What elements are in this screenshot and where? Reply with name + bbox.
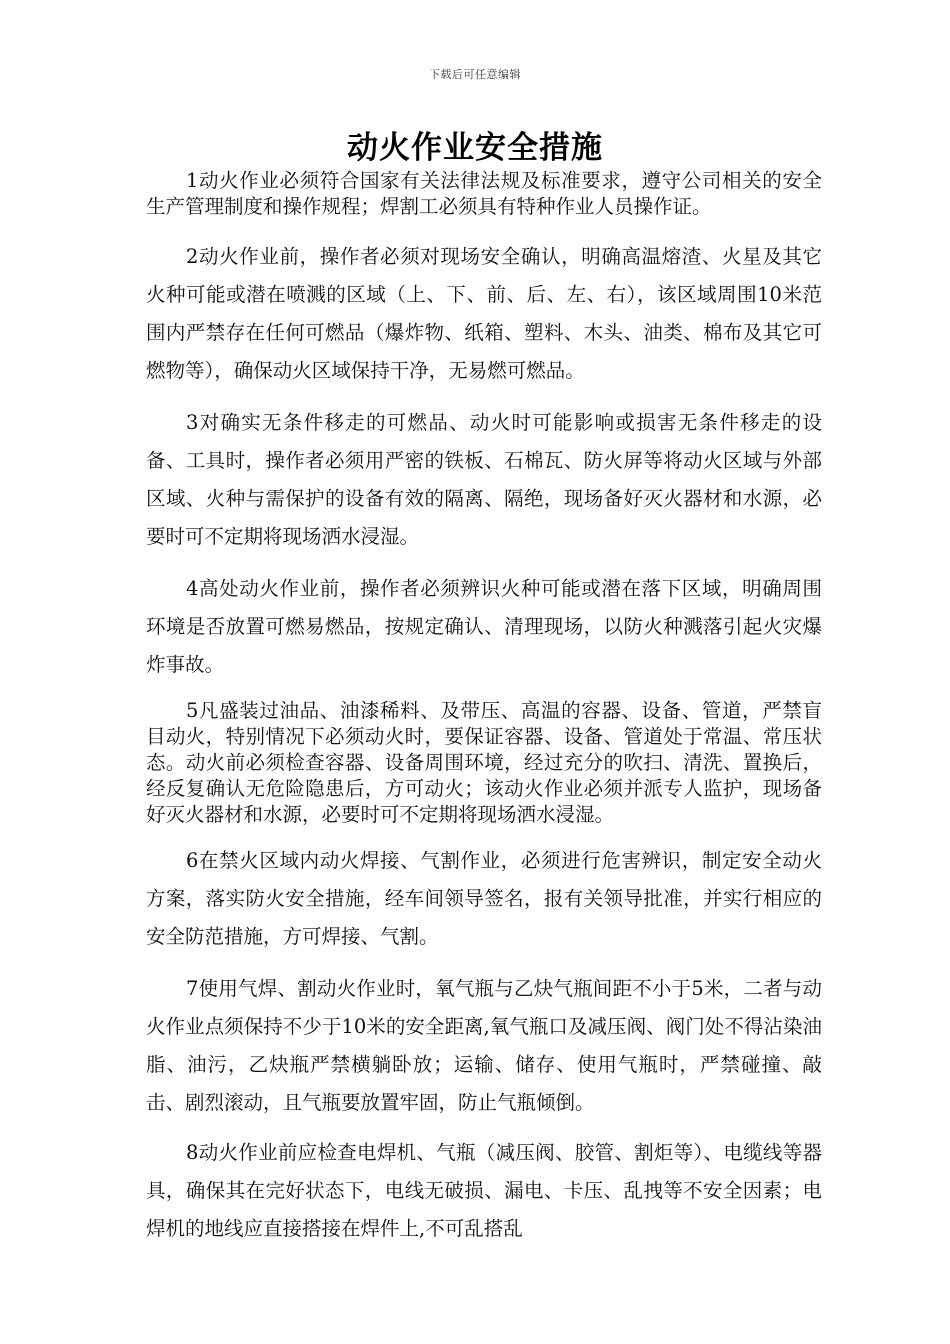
header-note: 下载后可任意编辑 (429, 68, 521, 81)
paragraph-6: 6在禁火区域内动火焊接、气割作业，必须进行危害辨识，制定安全动火方案，落实防火安全措施，经车间领导签名，报有关领导批准，并实行相应的安全防范措施，方可焊接、气割。 (146, 849, 822, 948)
paragraph-5: 5凡盛装过油品、油漆稀料、及带压、高温的容器、设备、管道，严禁盲目动火，特别情况下必须动火时，要保证容器、设备、管道处于常温、常压状态。动火前必须检查容器、设备周围环境，经过充分的吹扫、清洗、置换后，经反复确认无危险隐患后，方可动火；该动火作业必须并派专人监护，现场备好灭火器材和水源，必要时可不定期将现场洒水浸湿。 (146, 699, 822, 826)
paragraph-7: 7使用气焊、割动火作业时，氧气瓶与乙炔气瓶间距不小于5米，二者与动火作业点须保持不少于10米的安全距离,氧气瓶口及减压阀、阀门处不得沾染油脂、油污，乙炔瓶严禁横躺卧放；运输、储存、使用气瓶时，严禁碰撞、敲击、剧烈滚动，且气瓶要放置牢固，防止气瓶倾倒。 (146, 977, 822, 1114)
paragraph-1: 1动火作业必须符合国家有关法律法规及标准要求，遵守公司相关的安全生产管理制度和操作规程；焊割工必须具有特种作业人员操作证。 (146, 169, 822, 218)
paragraph-8: 8动火作业前应检查电焊机、气瓶（减压阀、胶管、割炬等）、电缆线等器具，确保其在完好状态下，电线无破损、漏电、卡压、乱拽等不安全因素；电焊机的地线应直接搭接在焊件上,不可乱搭乱 (146, 1141, 822, 1240)
paragraph-3: 3对确实无条件移走的可燃品、动火时可能影响或损害无条件移走的设备、工具时，操作者必须用严密的铁板、石棉瓦、防火屏等将动火区域与外部区域、火种与需保护的设备有效的隔离、隔绝，现场备好灭火器材和水源，必要时可不定期将现场洒水浸湿。 (146, 411, 822, 548)
document-title: 动火作业安全措施 (347, 130, 603, 166)
paragraph-4: 4高处动火作业前，操作者必须辨识火种可能或潜在落下区域，明确周围环境是否放置可燃易燃品，按规定确认、清理现场，以防火种溅落引起火灾爆炸事故。 (146, 577, 822, 676)
paragraph-2: 2动火作业前，操作者必须对现场安全确认，明确高温熔渣、火星及其它火种可能或潜在喷溅的区域（上、下、前、后、左、右），该区域周围10米范围内严禁存在任何可燃品（爆炸物、纸箱、塑料、木头、油类、棉布及其它可燃物等），确保动火区域保持干净，无易燃可燃品。 (146, 245, 822, 382)
document-body (146, 168, 822, 1248)
